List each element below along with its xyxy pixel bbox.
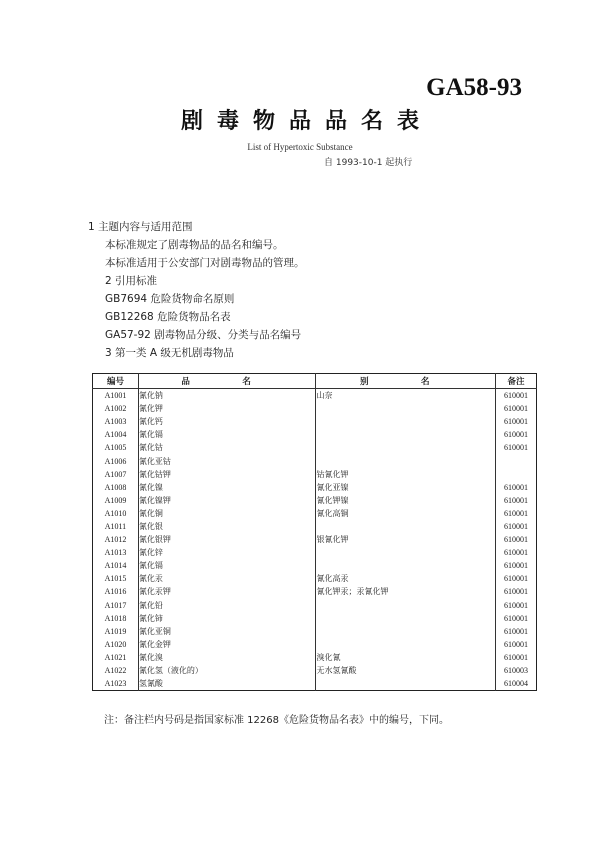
alias-cell xyxy=(316,559,496,572)
code-cell: A1006 xyxy=(93,454,139,467)
table-row xyxy=(93,612,537,625)
name-cell: 氰化铜 xyxy=(138,507,316,520)
code-cell: A1003 xyxy=(93,415,139,428)
note-cell: 610004 xyxy=(504,679,529,689)
name-cell: 氰化氢（液化的） xyxy=(138,664,316,677)
alias-cell: 溴化氰 xyxy=(316,651,496,664)
alias-cell: 氰化高铜 xyxy=(316,507,496,520)
note-cell: 610001 xyxy=(504,417,529,427)
note-cell: 610001 xyxy=(504,404,529,414)
reference-item: GA57-92 剧毒物品分级、分类与品名编号 xyxy=(105,329,302,341)
table-row xyxy=(93,559,537,572)
code-cell: A1015 xyxy=(93,572,139,585)
alias-cell xyxy=(316,546,496,559)
alias-cell: 氰化钾镍 xyxy=(316,494,496,507)
table-row xyxy=(93,638,537,651)
alias-cell xyxy=(316,454,496,467)
code-cell: A1007 xyxy=(93,468,139,481)
name-cell: 氰化汞 xyxy=(138,572,316,585)
name-cell: 氰化铈 xyxy=(138,612,316,625)
standard-code: GA58-93 xyxy=(426,74,522,101)
note-cell: 610001 xyxy=(504,391,529,401)
note-cell: 610001 xyxy=(504,482,529,492)
code-cell: A1020 xyxy=(93,638,139,651)
code-cell: A1002 xyxy=(93,402,139,415)
section-heading-scope: 1 主题内容与适用范围 xyxy=(88,221,193,233)
name-cell: 氢氰酸 xyxy=(138,677,316,691)
table-row xyxy=(93,585,537,598)
table-row xyxy=(93,520,537,533)
alias-cell xyxy=(316,428,496,441)
table-row xyxy=(93,599,537,612)
name-cell: 氰化钾 xyxy=(138,402,316,415)
table-row xyxy=(93,494,537,507)
note-cell: 610001 xyxy=(504,495,529,505)
code-cell: A1023 xyxy=(93,677,139,691)
body-section xyxy=(88,218,305,362)
code-cell: A1009 xyxy=(93,494,139,507)
section-heading-references: 2 引用标准 xyxy=(105,275,158,287)
code-cell: A1022 xyxy=(93,664,139,677)
note-cell xyxy=(496,454,537,467)
note-cell: 610001 xyxy=(504,561,529,571)
note-cell: 610001 xyxy=(504,430,529,440)
table-row xyxy=(93,481,537,494)
table-header-row xyxy=(93,374,537,389)
code-cell: A1010 xyxy=(93,507,139,520)
table-row xyxy=(93,625,537,638)
reference-item: GB12268 危险货物品名表 xyxy=(105,311,231,323)
table-row xyxy=(93,428,537,441)
section-heading-class-a: 3 第一类 A 级无机剧毒物品 xyxy=(105,347,234,359)
name-cell: 氰化亚钴 xyxy=(138,454,316,467)
table-row xyxy=(93,454,537,467)
note-cell: 610001 xyxy=(504,600,529,610)
code-cell: A1005 xyxy=(93,441,139,454)
alias-cell xyxy=(316,520,496,533)
name-cell: 氰化钴钾 xyxy=(138,468,316,481)
note-cell: 610001 xyxy=(504,613,529,623)
name-cell: 氰化溴 xyxy=(138,651,316,664)
header-code: 编号 xyxy=(93,374,139,389)
code-cell: A1008 xyxy=(93,481,139,494)
code-cell: A1001 xyxy=(93,389,139,403)
name-cell: 氰化镍钾 xyxy=(138,494,316,507)
code-cell: A1021 xyxy=(93,651,139,664)
table-row xyxy=(93,677,537,691)
table-row xyxy=(93,664,537,677)
body-paragraph: 本标准规定了剧毒物品的品名和编号。 xyxy=(105,239,284,251)
alias-cell xyxy=(316,402,496,415)
note-cell: 610001 xyxy=(504,652,529,662)
name-cell: 氰化钴 xyxy=(138,441,316,454)
substance-table xyxy=(92,373,537,691)
header-note: 备注 xyxy=(496,374,537,389)
alias-cell: 钴氰化钾 xyxy=(316,468,496,481)
alias-cell: 山奈 xyxy=(316,389,496,403)
note-cell: 610001 xyxy=(504,508,529,518)
name-cell: 氰化钠 xyxy=(138,389,316,403)
code-cell: A1004 xyxy=(93,428,139,441)
name-cell: 氰化银钾 xyxy=(138,533,316,546)
table-row xyxy=(93,415,537,428)
alias-cell xyxy=(316,599,496,612)
code-cell: A1011 xyxy=(93,520,139,533)
table-row xyxy=(93,441,537,454)
header-alias: 别 名 xyxy=(316,374,496,389)
alias-cell xyxy=(316,415,496,428)
table-row xyxy=(93,533,537,546)
code-cell: A1018 xyxy=(93,612,139,625)
alias-cell xyxy=(316,638,496,651)
footnote: 注：备注栏内号码是指国家标准 12268《危险货物品名表》中的编号，下同。 xyxy=(104,715,449,726)
note-cell: 610001 xyxy=(504,626,529,636)
table-row xyxy=(93,507,537,520)
note-cell: 610003 xyxy=(504,666,529,676)
table-row xyxy=(93,572,537,585)
header-name: 品 名 xyxy=(138,374,316,389)
table-row xyxy=(93,546,537,559)
name-cell: 氰化镉 xyxy=(138,428,316,441)
name-cell: 氰化汞钾 xyxy=(138,585,316,598)
note-cell: 610001 xyxy=(504,587,529,597)
name-cell: 氰化镉 xyxy=(138,559,316,572)
code-cell: A1017 xyxy=(93,599,139,612)
note-cell: 610001 xyxy=(504,521,529,531)
name-cell: 氰化锌 xyxy=(138,546,316,559)
table-row xyxy=(93,389,537,403)
body-paragraph: 本标准适用于公安部门对剧毒物品的管理。 xyxy=(105,257,305,269)
alias-cell: 氰化高汞 xyxy=(316,572,496,585)
effective-date: 自 1993-10-1 起执行 xyxy=(324,158,413,168)
alias-cell xyxy=(316,625,496,638)
note-cell: 610001 xyxy=(504,548,529,558)
document-title: 剧毒物品品名表 xyxy=(180,109,433,134)
note-cell: 610001 xyxy=(504,443,529,453)
note-cell: 610001 xyxy=(504,639,529,649)
alias-cell xyxy=(316,677,496,691)
alias-cell: 无水氢氰酸 xyxy=(316,664,496,677)
code-cell: A1016 xyxy=(93,585,139,598)
alias-cell: 氰化亚镍 xyxy=(316,481,496,494)
alias-cell xyxy=(316,612,496,625)
code-cell: A1014 xyxy=(93,559,139,572)
name-cell: 氰化亚铜 xyxy=(138,625,316,638)
table-row xyxy=(93,468,537,481)
note-cell xyxy=(496,468,537,481)
alias-cell xyxy=(316,441,496,454)
alias-cell: 银氰化钾 xyxy=(316,533,496,546)
alias-cell: 氰化钾汞；汞氰化钾 xyxy=(316,585,496,598)
code-cell: A1012 xyxy=(93,533,139,546)
reference-item: GB7694 危险货物命名原则 xyxy=(105,293,235,305)
english-subtitle: List of Hypertoxic Substance xyxy=(247,142,353,152)
name-cell: 氰化银 xyxy=(138,520,316,533)
code-cell: A1019 xyxy=(93,625,139,638)
name-cell: 氰化铅 xyxy=(138,599,316,612)
table-row xyxy=(93,402,537,415)
table-row xyxy=(93,651,537,664)
name-cell: 氰化钙 xyxy=(138,415,316,428)
name-cell: 氰化镍 xyxy=(138,481,316,494)
note-cell: 610001 xyxy=(504,574,529,584)
note-cell: 610001 xyxy=(504,535,529,545)
name-cell: 氰化金钾 xyxy=(138,638,316,651)
code-cell: A1013 xyxy=(93,546,139,559)
